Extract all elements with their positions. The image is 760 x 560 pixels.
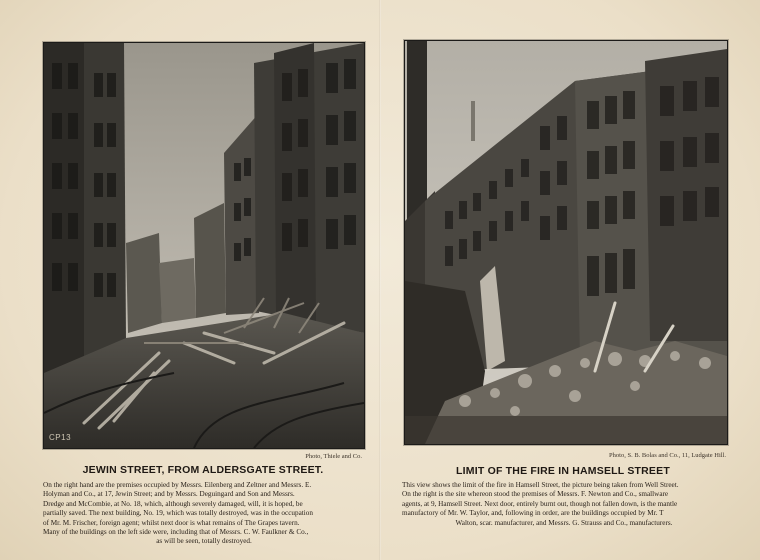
left-photo-credit: Photo, Thiele and Co. — [305, 453, 362, 460]
right-panel — [380, 0, 760, 560]
caption-line: Holyman and Co., at 17, Jewin Street; and by Messrs. Deguingard and Son and Messrs. — [43, 490, 295, 499]
hamsell-street-photo — [404, 40, 728, 445]
hamsell-street-photo-art — [405, 41, 727, 444]
caption-line: as will be seen, totally destroyed. — [156, 537, 252, 546]
caption-line: partially saved. The next building, No. 19, which was totally destroyed, was in the occupation — [43, 509, 313, 518]
right-caption — [402, 481, 726, 528]
caption-line: On the right hand are the premises occupied by Messrs. Eilenberg and Zeltner and Messrs. E. — [43, 481, 312, 489]
caption-line: of Mr. M. Frischer, foreign agent; whilst next door is what remains of The Grapes tavern. — [43, 518, 300, 527]
left-title: JEWIN STREET, FROM ALDERSGATE STREET. — [82, 464, 324, 476]
caption-line: On the right is the site whereon stood the premises of Messrs. F. Newton and Co., smallware — [402, 490, 669, 499]
photo-plate-mark: CP13 — [49, 433, 72, 442]
right-photo-credit: Photo, S. B. Bolas and Co., 11, Ludgate Hill. — [609, 452, 726, 459]
caption-line: Many of the buildings on the left side were, including that of Messrs. C. W. Faulkner & Co., — [43, 528, 309, 537]
right-title: LIMIT OF THE FIRE IN HAMSELL STREET — [456, 465, 670, 477]
jewin-street-photo-art — [44, 43, 364, 448]
jewin-street-photo — [43, 42, 365, 449]
left-caption — [43, 481, 365, 547]
caption-line: manufactory of Mr. W. Taylor, and, following in order, are the buildings occupied by Mr. T — [402, 509, 664, 518]
caption-line: Walton, scar. manufacturer, and Messrs. G. Strauss and Co., manufacturers. — [455, 518, 673, 527]
caption-line: agents, at 9, Hamsell Street. Next door, entirely burnt out, though not fallen down, is the mantle — [402, 499, 678, 508]
caption-line: This view shows the limit of the fire in Hamsell Street, the picture being taken from Well Street. — [402, 481, 679, 489]
caption-line: Dredge and McCombie, at No. 18, which, although severely damaged, will, it is hoped, be — [43, 499, 303, 508]
